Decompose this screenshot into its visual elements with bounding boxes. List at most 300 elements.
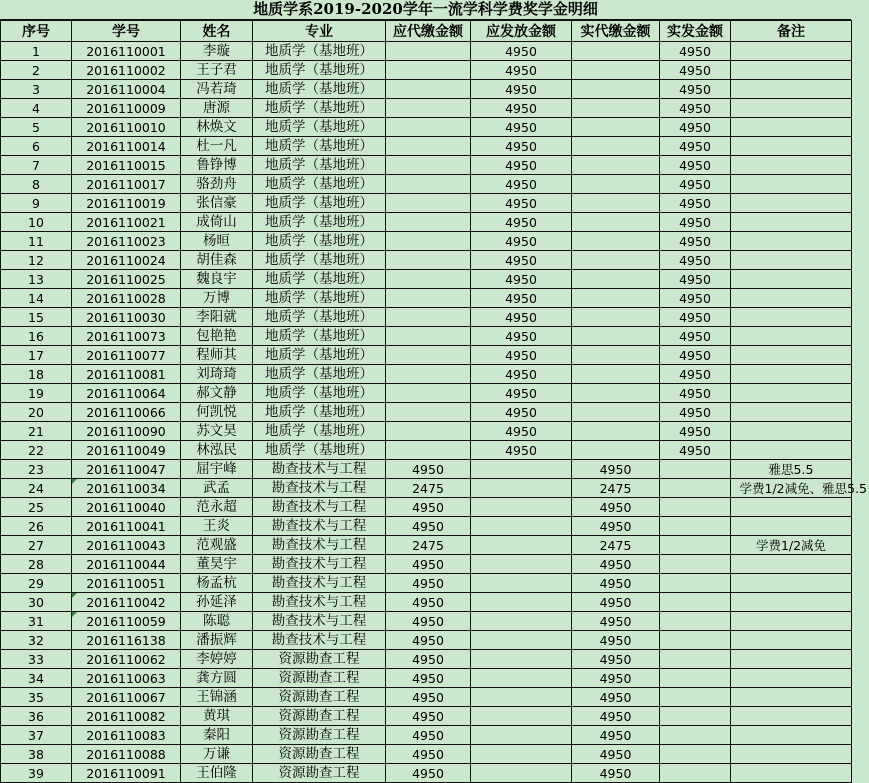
cell-due-payment[interactable] bbox=[386, 118, 471, 137]
cell-note[interactable] bbox=[731, 232, 852, 251]
cell-student-id[interactable]: 2016110015 bbox=[72, 156, 181, 175]
cell-student-id[interactable]: 2016110044 bbox=[72, 555, 181, 574]
cell-actual-grant[interactable] bbox=[660, 650, 731, 669]
cell-name[interactable]: 鲁铮博 bbox=[181, 156, 253, 175]
cell-note[interactable] bbox=[731, 593, 852, 612]
cell-due-grant[interactable]: 4950 bbox=[471, 213, 572, 232]
cell-actual-payment[interactable]: 4950 bbox=[572, 612, 660, 631]
cell-student-id[interactable]: 2016110043 bbox=[72, 536, 181, 555]
cell-note[interactable] bbox=[731, 289, 852, 308]
cell-due-payment[interactable] bbox=[386, 194, 471, 213]
cell-name[interactable]: 屈宇峰 bbox=[181, 460, 253, 479]
cell-note[interactable] bbox=[731, 479, 867, 498]
cell-actual-payment[interactable]: 4950 bbox=[572, 707, 660, 726]
cell-due-payment[interactable]: 4950 bbox=[386, 688, 471, 707]
cell-due-payment[interactable] bbox=[386, 384, 471, 403]
cell-seq[interactable]: 12 bbox=[1, 251, 72, 270]
cell-due-grant[interactable]: 4950 bbox=[471, 156, 572, 175]
cell-note[interactable] bbox=[731, 669, 852, 688]
cell-due-payment[interactable] bbox=[386, 403, 471, 422]
cell-name[interactable]: 林泓民 bbox=[181, 441, 253, 460]
cell-note[interactable] bbox=[731, 555, 852, 574]
cell-actual-payment[interactable] bbox=[572, 80, 660, 99]
cell-name[interactable]: 李婷婷 bbox=[181, 650, 253, 669]
cell-note[interactable] bbox=[731, 308, 852, 327]
cell-name[interactable]: 范观盛 bbox=[181, 536, 253, 555]
cell-major[interactable]: 勘查技术与工程 bbox=[253, 555, 386, 574]
cell-due-grant[interactable]: 4950 bbox=[471, 99, 572, 118]
cell-actual-grant[interactable]: 4950 bbox=[660, 365, 731, 384]
cell-seq[interactable]: 21 bbox=[1, 422, 72, 441]
cell-actual-payment[interactable] bbox=[572, 213, 660, 232]
cell-major[interactable]: 资源勘查工程 bbox=[253, 745, 386, 764]
cell-due-payment[interactable]: 4950 bbox=[386, 745, 471, 764]
cell-major[interactable]: 地质学（基地班） bbox=[253, 270, 386, 289]
cell-major[interactable]: 地质学（基地班） bbox=[253, 251, 386, 270]
cell-actual-grant[interactable]: 4950 bbox=[660, 441, 731, 460]
cell-actual-grant[interactable] bbox=[660, 612, 731, 631]
cell-due-payment[interactable]: 4950 bbox=[386, 650, 471, 669]
cell-due-payment[interactable] bbox=[386, 422, 471, 441]
cell-seq[interactable]: 25 bbox=[1, 498, 72, 517]
cell-student-id[interactable]: 2016110009 bbox=[72, 99, 181, 118]
cell-name[interactable]: 秦阳 bbox=[181, 726, 253, 745]
cell-seq[interactable]: 15 bbox=[1, 308, 72, 327]
cell-student-id[interactable]: 2016110019 bbox=[72, 194, 181, 213]
cell-note[interactable] bbox=[731, 707, 852, 726]
cell-due-payment[interactable] bbox=[386, 61, 471, 80]
cell-actual-grant[interactable] bbox=[660, 555, 731, 574]
cell-actual-payment[interactable] bbox=[572, 118, 660, 137]
cell-due-grant[interactable]: 4950 bbox=[471, 441, 572, 460]
cell-actual-grant[interactable]: 4950 bbox=[660, 232, 731, 251]
cell-actual-payment[interactable] bbox=[572, 289, 660, 308]
cell-major[interactable]: 地质学（基地班） bbox=[253, 289, 386, 308]
cell-actual-grant[interactable]: 4950 bbox=[660, 327, 731, 346]
cell-note[interactable] bbox=[731, 270, 852, 289]
cell-actual-grant[interactable]: 4950 bbox=[660, 384, 731, 403]
cell-student-id[interactable]: 2016110082 bbox=[72, 707, 181, 726]
cell-major[interactable]: 地质学（基地班） bbox=[253, 232, 386, 251]
cell-due-grant[interactable]: 4950 bbox=[471, 251, 572, 270]
cell-seq[interactable]: 35 bbox=[1, 688, 72, 707]
cell-major[interactable]: 地质学（基地班） bbox=[253, 99, 386, 118]
cell-due-payment[interactable] bbox=[386, 213, 471, 232]
cell-student-id[interactable]: 2016110002 bbox=[72, 61, 181, 80]
cell-actual-grant[interactable] bbox=[660, 479, 731, 498]
cell-due-payment[interactable]: 4950 bbox=[386, 517, 471, 536]
cell-due-grant[interactable] bbox=[471, 517, 572, 536]
col-header-due-grant[interactable]: 应发放金额 bbox=[471, 21, 572, 42]
col-header-actual-payment[interactable]: 实代缴金额 bbox=[572, 21, 660, 42]
cell-name[interactable]: 王子君 bbox=[181, 61, 253, 80]
cell-major[interactable]: 勘查技术与工程 bbox=[253, 631, 386, 650]
cell-seq[interactable]: 34 bbox=[1, 669, 72, 688]
cell-student-id[interactable]: 2016110001 bbox=[72, 42, 181, 61]
cell-major[interactable]: 地质学（基地班） bbox=[253, 441, 386, 460]
cell-student-id[interactable]: 2016110023 bbox=[72, 232, 181, 251]
cell-note[interactable] bbox=[731, 612, 852, 631]
cell-actual-grant[interactable]: 4950 bbox=[660, 42, 731, 61]
cell-seq[interactable]: 31 bbox=[1, 612, 72, 631]
cell-note[interactable] bbox=[731, 517, 852, 536]
cell-due-payment[interactable]: 4950 bbox=[386, 460, 471, 479]
cell-student-id[interactable]: 2016110083 bbox=[72, 726, 181, 745]
col-header-note[interactable]: 备注 bbox=[731, 21, 852, 42]
cell-seq[interactable]: 17 bbox=[1, 346, 72, 365]
cell-due-grant[interactable]: 4950 bbox=[471, 175, 572, 194]
col-header-major[interactable]: 专业 bbox=[253, 21, 386, 42]
cell-actual-grant[interactable]: 4950 bbox=[660, 194, 731, 213]
cell-note[interactable] bbox=[731, 403, 852, 422]
cell-actual-grant[interactable] bbox=[660, 517, 731, 536]
cell-due-grant[interactable]: 4950 bbox=[471, 118, 572, 137]
cell-note[interactable] bbox=[731, 61, 852, 80]
cell-due-payment[interactable] bbox=[386, 441, 471, 460]
cell-student-id[interactable]: 2016110024 bbox=[72, 251, 181, 270]
cell-due-payment[interactable] bbox=[386, 80, 471, 99]
cell-due-grant[interactable]: 4950 bbox=[471, 308, 572, 327]
cell-actual-grant[interactable]: 4950 bbox=[660, 61, 731, 80]
cell-note[interactable] bbox=[731, 688, 852, 707]
cell-student-id[interactable]: 2016110021 bbox=[72, 213, 181, 232]
cell-major[interactable]: 地质学（基地班） bbox=[253, 422, 386, 441]
cell-seq[interactable]: 28 bbox=[1, 555, 72, 574]
cell-student-id[interactable]: 2016110040 bbox=[72, 498, 181, 517]
cell-name[interactable]: 胡佳森 bbox=[181, 251, 253, 270]
cell-note[interactable] bbox=[731, 498, 852, 517]
cell-student-id[interactable]: 2016110047 bbox=[72, 460, 181, 479]
cell-seq[interactable]: 39 bbox=[1, 764, 72, 783]
cell-due-payment[interactable]: 4950 bbox=[386, 631, 471, 650]
cell-due-grant[interactable] bbox=[471, 650, 572, 669]
cell-student-id[interactable]: 2016110010 bbox=[72, 118, 181, 137]
cell-due-payment[interactable] bbox=[386, 365, 471, 384]
cell-student-id[interactable]: 2016110064 bbox=[72, 384, 181, 403]
cell-actual-payment[interactable] bbox=[572, 99, 660, 118]
cell-actual-grant[interactable]: 4950 bbox=[660, 137, 731, 156]
cell-major[interactable]: 资源勘查工程 bbox=[253, 707, 386, 726]
cell-note[interactable] bbox=[731, 346, 852, 365]
cell-note[interactable] bbox=[731, 99, 852, 118]
cell-student-id[interactable]: 2016110041 bbox=[72, 517, 181, 536]
cell-actual-grant[interactable]: 4950 bbox=[660, 289, 731, 308]
cell-actual-payment[interactable] bbox=[572, 384, 660, 403]
cell-seq[interactable]: 36 bbox=[1, 707, 72, 726]
cell-due-grant[interactable]: 4950 bbox=[471, 289, 572, 308]
cell-seq[interactable]: 3 bbox=[1, 80, 72, 99]
cell-due-grant[interactable]: 4950 bbox=[471, 365, 572, 384]
cell-note[interactable] bbox=[731, 137, 852, 156]
cell-name[interactable]: 王锦涵 bbox=[181, 688, 253, 707]
cell-name[interactable]: 董昊宇 bbox=[181, 555, 253, 574]
cell-due-grant[interactable]: 4950 bbox=[471, 346, 572, 365]
cell-note[interactable] bbox=[731, 460, 852, 479]
col-header-student-id[interactable]: 学号 bbox=[72, 21, 181, 42]
cell-note[interactable] bbox=[731, 327, 852, 346]
col-header-name[interactable]: 姓名 bbox=[181, 21, 253, 42]
cell-actual-payment[interactable] bbox=[572, 61, 660, 80]
cell-actual-grant[interactable] bbox=[660, 498, 731, 517]
cell-due-payment[interactable] bbox=[386, 346, 471, 365]
cell-student-id[interactable]: 2016110051 bbox=[72, 574, 181, 593]
cell-actual-grant[interactable]: 4950 bbox=[660, 175, 731, 194]
cell-seq[interactable]: 13 bbox=[1, 270, 72, 289]
cell-note[interactable] bbox=[731, 536, 852, 555]
cell-due-payment[interactable] bbox=[386, 232, 471, 251]
cell-major[interactable]: 地质学（基地班） bbox=[253, 213, 386, 232]
cell-actual-payment[interactable]: 4950 bbox=[572, 631, 660, 650]
cell-seq[interactable]: 5 bbox=[1, 118, 72, 137]
cell-due-payment[interactable]: 2475 bbox=[386, 536, 471, 555]
cell-seq[interactable]: 29 bbox=[1, 574, 72, 593]
cell-seq[interactable]: 32 bbox=[1, 631, 72, 650]
cell-seq[interactable]: 7 bbox=[1, 156, 72, 175]
cell-actual-payment[interactable]: 4950 bbox=[572, 498, 660, 517]
cell-name[interactable]: 王伯隆 bbox=[181, 764, 253, 783]
cell-actual-payment[interactable] bbox=[572, 232, 660, 251]
cell-name[interactable]: 王炎 bbox=[181, 517, 253, 536]
cell-major[interactable]: 地质学（基地班） bbox=[253, 156, 386, 175]
cell-seq[interactable]: 8 bbox=[1, 175, 72, 194]
cell-student-id[interactable]: 2016110059 bbox=[72, 612, 181, 631]
cell-major[interactable]: 勘查技术与工程 bbox=[253, 593, 386, 612]
cell-due-grant[interactable]: 4950 bbox=[471, 80, 572, 99]
cell-name[interactable]: 唐源 bbox=[181, 99, 253, 118]
cell-name[interactable]: 林焕文 bbox=[181, 118, 253, 137]
cell-due-grant[interactable]: 4950 bbox=[471, 232, 572, 251]
cell-student-id[interactable]: 2016110004 bbox=[72, 80, 181, 99]
cell-student-id[interactable]: 2016110091 bbox=[72, 764, 181, 783]
cell-name[interactable]: 范永超 bbox=[181, 498, 253, 517]
cell-major[interactable]: 地质学（基地班） bbox=[253, 384, 386, 403]
cell-note[interactable] bbox=[731, 365, 852, 384]
cell-name[interactable]: 杜一凡 bbox=[181, 137, 253, 156]
cell-actual-payment[interactable] bbox=[572, 441, 660, 460]
cell-actual-payment[interactable] bbox=[572, 346, 660, 365]
cell-due-payment[interactable] bbox=[386, 42, 471, 61]
cell-name[interactable]: 冯若琦 bbox=[181, 80, 253, 99]
cell-due-payment[interactable]: 4950 bbox=[386, 555, 471, 574]
cell-major[interactable]: 地质学（基地班） bbox=[253, 308, 386, 327]
cell-major[interactable]: 地质学（基地班） bbox=[253, 194, 386, 213]
cell-actual-grant[interactable]: 4950 bbox=[660, 403, 731, 422]
cell-student-id[interactable]: 2016110067 bbox=[72, 688, 181, 707]
cell-name[interactable]: 张信豪 bbox=[181, 194, 253, 213]
cell-student-id[interactable]: 2016110077 bbox=[72, 346, 181, 365]
cell-actual-grant[interactable] bbox=[660, 460, 731, 479]
cell-major[interactable]: 勘查技术与工程 bbox=[253, 612, 386, 631]
cell-seq[interactable]: 11 bbox=[1, 232, 72, 251]
cell-major[interactable]: 地质学（基地班） bbox=[253, 365, 386, 384]
cell-due-grant[interactable] bbox=[471, 631, 572, 650]
cell-name[interactable]: 何凯悦 bbox=[181, 403, 253, 422]
cell-name[interactable]: 李阳就 bbox=[181, 308, 253, 327]
cell-name[interactable]: 万博 bbox=[181, 289, 253, 308]
cell-due-payment[interactable] bbox=[386, 175, 471, 194]
cell-major[interactable]: 勘查技术与工程 bbox=[253, 517, 386, 536]
cell-name[interactable]: 成倚山 bbox=[181, 213, 253, 232]
cell-due-payment[interactable]: 4950 bbox=[386, 764, 471, 783]
cell-note[interactable] bbox=[731, 118, 852, 137]
cell-seq[interactable]: 37 bbox=[1, 726, 72, 745]
cell-actual-payment[interactable]: 4950 bbox=[572, 555, 660, 574]
cell-actual-grant[interactable]: 4950 bbox=[660, 251, 731, 270]
cell-name[interactable]: 杨孟杭 bbox=[181, 574, 253, 593]
cell-note[interactable] bbox=[731, 441, 852, 460]
cell-due-payment[interactable]: 4950 bbox=[386, 726, 471, 745]
cell-student-id[interactable]: 2016116138 bbox=[72, 631, 181, 650]
cell-actual-payment[interactable]: 4950 bbox=[572, 650, 660, 669]
cell-note[interactable] bbox=[731, 251, 852, 270]
cell-note[interactable] bbox=[731, 764, 852, 783]
cell-due-grant[interactable] bbox=[471, 688, 572, 707]
cell-student-id[interactable]: 2016110014 bbox=[72, 137, 181, 156]
cell-seq[interactable]: 19 bbox=[1, 384, 72, 403]
cell-due-payment[interactable] bbox=[386, 289, 471, 308]
cell-seq[interactable]: 6 bbox=[1, 137, 72, 156]
cell-due-grant[interactable]: 4950 bbox=[471, 422, 572, 441]
cell-actual-payment[interactable] bbox=[572, 137, 660, 156]
cell-seq[interactable]: 16 bbox=[1, 327, 72, 346]
cell-note[interactable] bbox=[731, 156, 852, 175]
cell-actual-grant[interactable]: 4950 bbox=[660, 156, 731, 175]
cell-due-grant[interactable] bbox=[471, 498, 572, 517]
cell-due-grant[interactable] bbox=[471, 745, 572, 764]
cell-actual-payment[interactable] bbox=[572, 175, 660, 194]
cell-name[interactable]: 武孟 bbox=[181, 479, 253, 498]
cell-name[interactable]: 龚方圆 bbox=[181, 669, 253, 688]
cell-note[interactable] bbox=[731, 42, 852, 61]
cell-seq[interactable]: 2 bbox=[1, 61, 72, 80]
cell-actual-grant[interactable] bbox=[660, 745, 731, 764]
cell-due-payment[interactable] bbox=[386, 99, 471, 118]
cell-actual-grant[interactable]: 4950 bbox=[660, 80, 731, 99]
cell-name[interactable]: 潘振辉 bbox=[181, 631, 253, 650]
cell-note[interactable] bbox=[731, 194, 852, 213]
cell-seq[interactable]: 26 bbox=[1, 517, 72, 536]
cell-note[interactable] bbox=[731, 574, 852, 593]
cell-major[interactable]: 地质学（基地班） bbox=[253, 403, 386, 422]
cell-note[interactable] bbox=[731, 175, 852, 194]
cell-due-payment[interactable] bbox=[386, 270, 471, 289]
cell-due-grant[interactable]: 4950 bbox=[471, 384, 572, 403]
cell-actual-grant[interactable]: 4950 bbox=[660, 346, 731, 365]
cell-due-grant[interactable] bbox=[471, 574, 572, 593]
cell-name[interactable]: 万谦 bbox=[181, 745, 253, 764]
cell-name[interactable]: 黄琪 bbox=[181, 707, 253, 726]
cell-note[interactable] bbox=[731, 726, 852, 745]
cell-major[interactable]: 勘查技术与工程 bbox=[253, 479, 386, 498]
cell-due-grant[interactable] bbox=[471, 536, 572, 555]
cell-student-id[interactable]: 2016110090 bbox=[72, 422, 181, 441]
cell-due-grant[interactable]: 4950 bbox=[471, 42, 572, 61]
cell-seq[interactable]: 24 bbox=[1, 479, 72, 498]
cell-note[interactable] bbox=[731, 80, 852, 99]
cell-actual-grant[interactable] bbox=[660, 707, 731, 726]
cell-major[interactable]: 地质学（基地班） bbox=[253, 61, 386, 80]
cell-actual-grant[interactable]: 4950 bbox=[660, 213, 731, 232]
cell-seq[interactable]: 33 bbox=[1, 650, 72, 669]
cell-major[interactable]: 地质学（基地班） bbox=[253, 137, 386, 156]
cell-actual-grant[interactable] bbox=[660, 764, 731, 783]
cell-due-grant[interactable] bbox=[471, 764, 572, 783]
cell-actual-grant[interactable] bbox=[660, 574, 731, 593]
cell-note[interactable] bbox=[731, 745, 852, 764]
cell-actual-payment[interactable]: 4950 bbox=[572, 726, 660, 745]
cell-actual-grant[interactable]: 4950 bbox=[660, 118, 731, 137]
cell-note[interactable] bbox=[731, 384, 852, 403]
cell-due-grant[interactable]: 4950 bbox=[471, 194, 572, 213]
cell-actual-grant[interactable]: 4950 bbox=[660, 270, 731, 289]
cell-student-id[interactable]: 2016110073 bbox=[72, 327, 181, 346]
cell-name[interactable]: 陈聪 bbox=[181, 612, 253, 631]
cell-major[interactable]: 地质学（基地班） bbox=[253, 346, 386, 365]
cell-major[interactable]: 地质学（基地班） bbox=[253, 118, 386, 137]
cell-seq[interactable]: 18 bbox=[1, 365, 72, 384]
cell-actual-grant[interactable] bbox=[660, 593, 731, 612]
col-header-due-payment[interactable]: 应代缴金额 bbox=[386, 21, 471, 42]
cell-actual-payment[interactable] bbox=[572, 194, 660, 213]
cell-seq[interactable]: 23 bbox=[1, 460, 72, 479]
cell-major[interactable]: 勘查技术与工程 bbox=[253, 536, 386, 555]
cell-due-payment[interactable]: 2475 bbox=[386, 479, 471, 498]
cell-due-grant[interactable]: 4950 bbox=[471, 137, 572, 156]
cell-due-grant[interactable]: 4950 bbox=[471, 270, 572, 289]
cell-due-payment[interactable]: 4950 bbox=[386, 612, 471, 631]
cell-name[interactable]: 刘琦琦 bbox=[181, 365, 253, 384]
cell-name[interactable]: 孙延泽 bbox=[181, 593, 253, 612]
cell-name[interactable]: 郝文静 bbox=[181, 384, 253, 403]
cell-student-id[interactable]: 2016110025 bbox=[72, 270, 181, 289]
cell-actual-grant[interactable]: 4950 bbox=[660, 99, 731, 118]
cell-note[interactable] bbox=[731, 650, 852, 669]
cell-student-id[interactable]: 2016110081 bbox=[72, 365, 181, 384]
cell-seq[interactable]: 38 bbox=[1, 745, 72, 764]
cell-major[interactable]: 地质学（基地班） bbox=[253, 327, 386, 346]
cell-due-payment[interactable]: 4950 bbox=[386, 669, 471, 688]
cell-major[interactable]: 勘查技术与工程 bbox=[253, 498, 386, 517]
cell-actual-payment[interactable] bbox=[572, 156, 660, 175]
cell-due-grant[interactable] bbox=[471, 612, 572, 631]
col-header-actual-grant[interactable]: 实发金额 bbox=[660, 21, 731, 42]
cell-student-id[interactable]: 2016110042 bbox=[72, 593, 181, 612]
cell-actual-payment[interactable]: 4950 bbox=[572, 593, 660, 612]
cell-major[interactable]: 资源勘查工程 bbox=[253, 764, 386, 783]
cell-major[interactable]: 地质学（基地班） bbox=[253, 80, 386, 99]
cell-major[interactable]: 资源勘查工程 bbox=[253, 669, 386, 688]
cell-actual-grant[interactable] bbox=[660, 688, 731, 707]
cell-student-id[interactable]: 2016110049 bbox=[72, 441, 181, 460]
cell-major[interactable]: 勘查技术与工程 bbox=[253, 574, 386, 593]
cell-actual-grant[interactable] bbox=[660, 669, 731, 688]
cell-actual-payment[interactable]: 2475 bbox=[572, 536, 660, 555]
cell-seq[interactable]: 14 bbox=[1, 289, 72, 308]
cell-due-grant[interactable] bbox=[471, 479, 572, 498]
cell-actual-payment[interactable] bbox=[572, 270, 660, 289]
cell-name[interactable]: 魏良宇 bbox=[181, 270, 253, 289]
cell-actual-payment[interactable]: 2475 bbox=[572, 479, 660, 498]
cell-actual-grant[interactable]: 4950 bbox=[660, 308, 731, 327]
cell-actual-payment[interactable] bbox=[572, 365, 660, 384]
cell-actual-payment[interactable] bbox=[572, 403, 660, 422]
cell-actual-payment[interactable]: 4950 bbox=[572, 745, 660, 764]
cell-name[interactable]: 程师其 bbox=[181, 346, 253, 365]
cell-major[interactable]: 地质学（基地班） bbox=[253, 175, 386, 194]
cell-due-grant[interactable]: 4950 bbox=[471, 403, 572, 422]
cell-seq[interactable]: 30 bbox=[1, 593, 72, 612]
cell-seq[interactable]: 27 bbox=[1, 536, 72, 555]
